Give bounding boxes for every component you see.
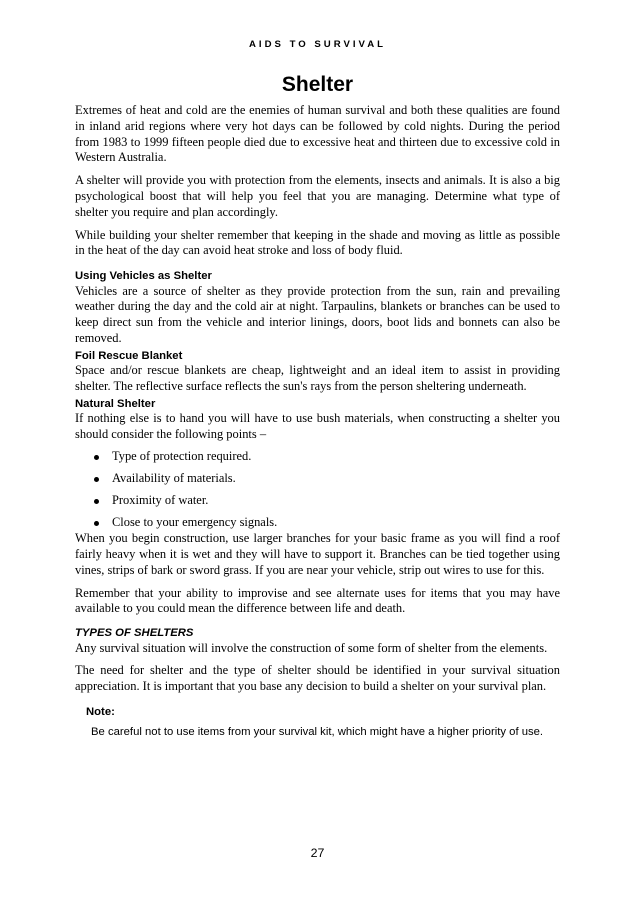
list-item: Availability of materials.	[75, 471, 560, 487]
intro-paragraph-heat-cold: Extremes of heat and cold are the enemies of human survival and both these qualities are found in inland arid regions where very hot days can be followed by cold nights. During the period from 1983 to 1999 fifteen people died due to excessive heat and thirteen due to excessive cold in Western Australia.	[75, 103, 560, 165]
list-item: Proximity of water.	[75, 493, 560, 509]
paragraph-vehicles: Vehicles are a source of shelter as they provide protection from the sun, rain and prevailing weather during the day and the cold air at night. Tarpaulins, blankets or branches can be used to keep direct sun from the vehicle and interior linings, doors, boot lids and bonnets can also be removed.	[75, 283, 560, 346]
list-item: Type of protection required.	[75, 449, 560, 465]
considerations-list	[75, 449, 560, 531]
running-header: AIDS TO SURVIVAL	[248, 39, 387, 50]
paragraph-improvise: Remember that your ability to improvise and see alternate uses for items that you may have available to you could mean the difference between life and death.	[75, 585, 560, 616]
note-box	[75, 705, 560, 740]
intro-paragraph-protection: A shelter will provide you with protection from the elements, insects and animals. It is also a big psychological boost that will help you feel that you are managing. Determine what type of shelter you require and plan accordingly.	[75, 173, 560, 219]
heading-foil-blanket: Foil Rescue Blanket	[75, 349, 183, 362]
heading-using-vehicles: Using Vehicles as Shelter	[75, 270, 212, 283]
intro-paragraph-building: While building your shelter remember that keeping in the shade and moving as little as possible in the heat of the day can avoid heat stroke and loss of body fluid.	[75, 227, 560, 258]
note-label: Note:	[86, 706, 115, 718]
heading-types-of-shelters: TYPES OF SHELTERS	[75, 627, 194, 640]
paragraph-natural-shelter: If nothing else is to hand you will have to use bush materials, when constructing a shelter you should consider the following points –	[75, 411, 560, 442]
page-title: Shelter	[281, 73, 354, 96]
list-item: Close to your emergency signals.	[75, 515, 560, 531]
page-number: 27	[310, 846, 325, 860]
document-body	[75, 103, 560, 740]
paragraph-types-1: Any survival situation will involve the construction of some form of shelter from the elements.	[75, 640, 548, 655]
note-text: Be careful not to use items from your survival kit, which might have a higher priority of use.	[91, 726, 544, 738]
paragraph-construction: When you begin construction, use larger branches for your basic frame as you will find a roof fairly heavy when it is wet and they will have to support it. Branches can be tied together using vines, strips of bark or sword grass. If you are near your vehicle, strip out wires to use for this.	[75, 531, 560, 577]
paragraph-types-2: The need for shelter and the type of shelter should be identified in your survival situation appreciation. It is important that you base any decision to build a shelter on your survival plan.	[75, 663, 560, 694]
heading-natural-shelter: Natural Shelter	[75, 397, 156, 410]
paragraph-foil-blanket: Space and/or rescue blankets are cheap, lightweight and an ideal item to assist in providing shelter. The reflective surface reflects the sun's rays from the person sheltering underneath.	[75, 363, 560, 394]
